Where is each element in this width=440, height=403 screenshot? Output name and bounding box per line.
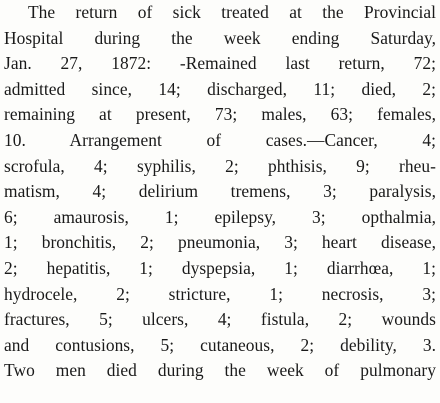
article-line: 1; bronchitis, 2; pneumonia, 3; heart disease, [4,232,436,253]
article-line: matism, 4; delirium tremens, 3; paralysis, [4,181,436,202]
article-line: 2; hepatitis, 1; dyspepsia, 1; diarrhœa, 1; [4,257,436,278]
article-line: Hospital during the week ending Saturday, [4,27,436,48]
article-line: The return of sick treated at the Provincial [28,2,436,22]
article-body [4,0,436,384]
article-line: hydrocele, 2; stricture, 1; necrosis, 3; [4,283,436,304]
article-line: remaining at present, 73; males, 63; females, [4,104,436,125]
article-line: fractures, 5; ulcers, 4; fistula, 2; wounds [4,309,436,330]
article-line: and contusions, 5; cutaneous, 2; debility, 3. [4,334,436,355]
article-line: 6; amaurosis, 1; epilepsy, 3; opthalmia, [4,206,436,227]
article-line: Jan. 27, 1872: -Remained last return, 72; [4,53,436,74]
article-line: admitted since, 14; discharged, 11; died, 2; [4,78,436,99]
article-line: 10. Arrangement of cases.—Cancer, 4; [4,129,436,150]
article-line: Two men died during the week of pulmonary [4,360,436,381]
article-line: scrofula, 4; syphilis, 2; phthisis, 9; rheu- [4,155,436,176]
